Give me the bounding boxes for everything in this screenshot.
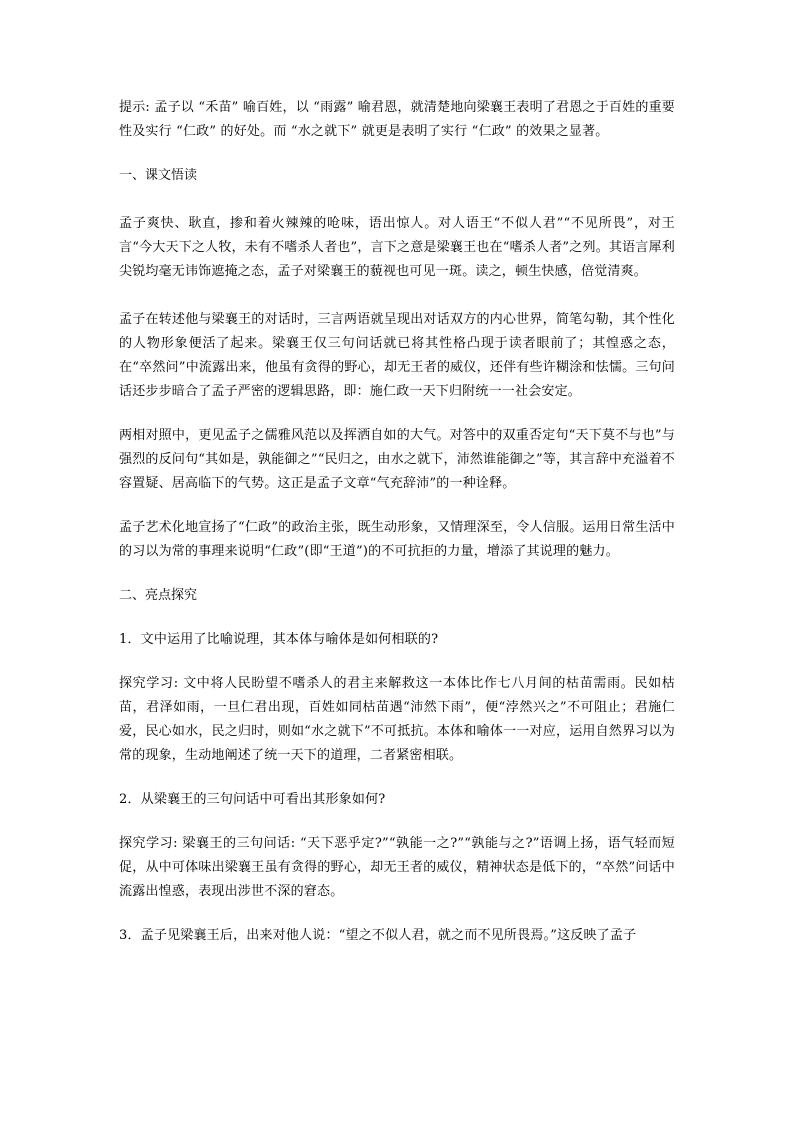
reading-paragraph: 孟子在转述他与梁襄王的对话时，三言两语就呈现出对话双方的内心世界，简笔勾勒，其个性化的人物形象便活了起来。梁襄王仅三句问话就已将其性格凸现于读者眼前了；其惶惑之态，在“卒然问”中流露出来，他虽有贪得的野心，却无王者的威仪，还伴有些许糊涂和怯懦。三句问话还步步暗合了孟子严密的逻辑思路，即：施仁政一天下归附统一一社会安定。 bbox=[119, 312, 675, 399]
answer-text: 探究学习: 文中将人民盼望不嗜杀人的君主来解救这一本体比作七八月间的枯苗需雨。民如枯苗，君泽如雨，一旦仁君出现，百姓如同枯苗遇“沛然下雨”，便“浡然兴之”不可阻止；君施仁爱，民心如水，民之归时，则如“水之就下”不可抵抗。本体和喻体一一对应，运用自然界习以为常的现象，生动地阐述了统一天下的道理，二者紧密相联。 bbox=[119, 676, 675, 763]
answer-text: 探究学习: 梁襄王的三句问话: “天下恶乎定?”“孰能一之?”“孰能与之?”语调上扬，语气轻而短促，从中可体味出梁襄王虽有贪得的野心，却无王者的威仪，精神状态是低下的，“卒然”问话中流露出惶惑，表现出涉世不深的窘态。 bbox=[119, 836, 675, 899]
reading-paragraph: 孟子爽快、耿直，掺和着火辣辣的呛味，语出惊人。对人语王“不似人君”“不见所畏”，对王言“今大天下之人牧，未有不嗜杀人者也”，言下之意是梁襄王也在“嗜杀人者”之列。其语言犀利尖锐均毫无讳饰遮掩之态，孟子对梁襄王的藐视也可见一斑。读之，顿生快感，倍觉清爽。 bbox=[119, 216, 675, 279]
reading-paragraph: 两相对照中，更见孟子之儒雅风范以及挥洒自如的大气。对答中的双重否定句“天下莫不与也”与强烈的反问句“其如是，孰能御之”“民归之，由水之就下，沛然谁能御之”等，其言辞中充溢着不容置疑、居高临下的气势。这正是孟子文章“气充辞沛”的一种诠释。 bbox=[119, 428, 675, 491]
question-text: 2．从梁襄王的三句问话中可看出其形象如何? bbox=[119, 792, 386, 807]
section-heading-reading: 一、课文悟读 bbox=[119, 168, 198, 183]
hint-paragraph: 提示: 孟子以 “禾苗” 喻百姓，以 “雨露” 喻君恩，就清楚地向梁襄王表明了君恩之于百姓的重要性及实行 “仁政” 的好处。而 “水之就下” 就更是表明了实行 “仁政” 的效果之显著。 bbox=[119, 100, 675, 139]
question-text: 1．文中运用了比喻说理，其本体与喻体是如何相联的? bbox=[119, 632, 439, 647]
question-text: 3．孟子见梁襄王后，出来对他人说：“望之不似人君，就之而不见所畏焉。”这反映了孟子 bbox=[119, 928, 637, 943]
document-page bbox=[119, 96, 675, 948]
reading-paragraph: 孟子艺术化地宣扬了“仁政”的政治主张，既生动形象，又情理深至，令人信服。运用日常生活中的习以为常的事理来说明“仁政”(即“王道”)的不可抗拒的力量，增添了其说理的魅力。 bbox=[119, 520, 675, 559]
section-heading-highlights: 二、亮点探究 bbox=[119, 588, 198, 603]
